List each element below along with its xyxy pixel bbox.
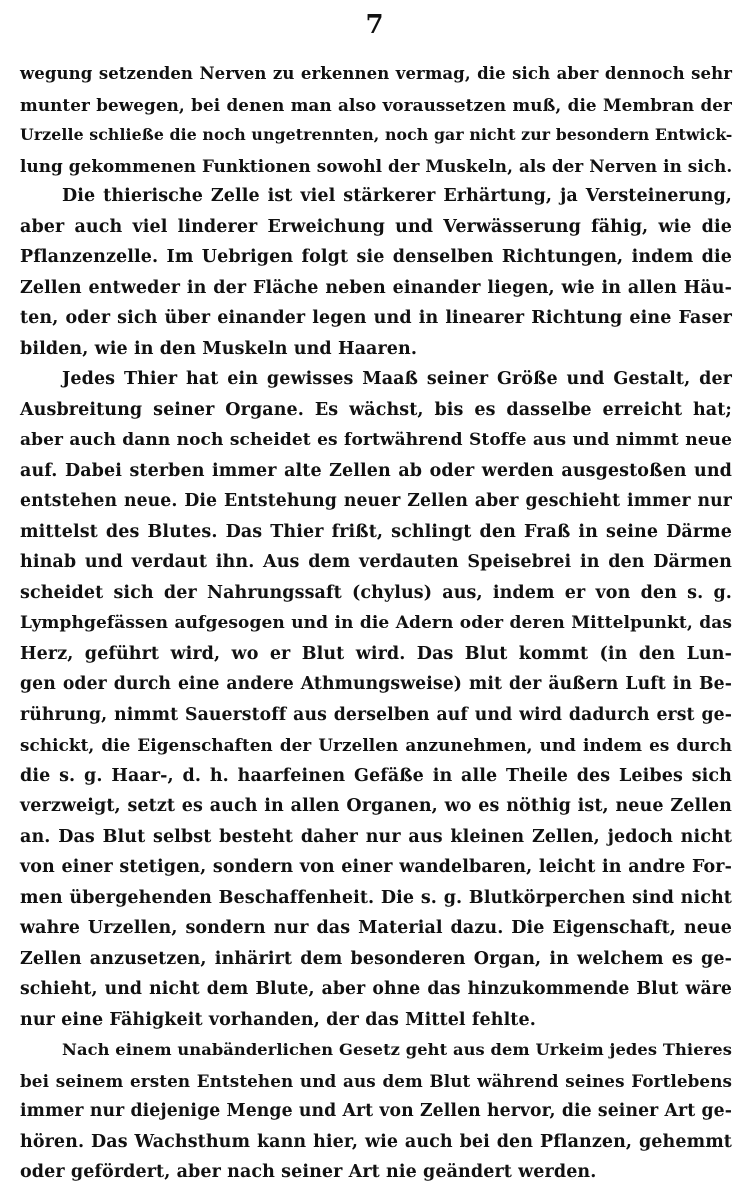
text-line: Herz, geführt wird, wo er Blut wird. Das Blut kommt (in den Lun- [20,643,732,664]
text-line: bei seinem ersten Entstehen und aus dem Blut während seines Fortlebens [20,1070,732,1091]
text-line: schickt, die Eigenschaften der Urzellen anzunehmen, und indem es durch [20,735,732,755]
text-line: bilden, wie in den Muskeln und Haaren. [20,338,418,359]
text-line: auf. Dabei sterben immer alte Zellen ab oder werden ausgestoßen und [20,460,732,481]
text-line: nur eine Fähigkeit vorhanden, der das Mittel fehlte. [20,1009,536,1030]
text-line: Zellen entweder in der Fläche neben einander liegen, wie in allen Häu- [20,277,732,298]
text-line: immer nur diejenige Menge und Art von Zellen hervor, die seiner Art ge- [20,1101,732,1121]
text-line: schieht, und nicht dem Blute, aber ohne das hinzukommende Blut wäre [20,979,732,999]
text-line: Jedes Thier hat ein gewisses Maaß seiner Größe und Gestalt, der [62,369,732,389]
text-line: hören. Das Wachsthum kann hier, wie auch bei den Pflanzen, gehemmt [20,1131,732,1152]
text-line: men übergehenden Beschaffenheit. Die s. g. Blutkörperchen sind nicht [20,887,732,908]
text-line: Die thierische Zelle ist viel stärkerer Erhärtung, ja Versteinerung, [62,186,732,206]
text-line: ten, oder sich über einander legen und in linearer Richtung eine Faser [20,308,732,328]
text-line: lung gekommenen Funktionen sowohl der Muskeln, als der Nerven in sich. [20,155,733,176]
text-line: verzweigt, setzt es auch in allen Organen, wo es nöthig ist, neue Zellen [20,796,732,816]
text-line: Zellen anzusetzen, inhärirt dem besonderen Organ, in welchem es ge- [20,948,732,969]
text-line: von einer stetigen, sondern von einer wandelbaren, leicht in andre For- [20,857,732,877]
text-line: an. Das Blut selbst besteht daher nur aus kleinen Zellen, jedoch nicht [20,826,732,847]
text-line: die s. g. Haar-, d. h. haarfeinen Gefäße in alle Theile des Leibes sich [20,765,732,786]
text-line: scheidet sich der Nahrungssaft (chylus) aus, indem er von den s. g. [20,582,732,603]
text-line: munter bewegen, bei denen man also voraussetzen muß, die Membran der [20,94,732,115]
text-line: aber auch viel linderer Erweichung und Verwässerung fähig, wie die [20,216,732,237]
text-line: Urzelle schließe die noch ungetrennten, noch gar nicht zur besondern Entwick- [20,125,733,144]
text-line: aber auch dann noch scheidet es fortwährend Stoffe aus und nimmt neue [20,430,732,450]
text-line: Pflanzenzelle. Im Uebrigen folgt sie denselben Richtungen, indem die [20,247,732,267]
text-line: entstehen neue. Die Entstehung neuer Zellen aber geschieht immer nur [20,491,732,511]
text-line: oder gefördert, aber nach seiner Art nie geändert werden. [20,1162,597,1182]
body-text [20,59,732,1188]
text-line: wegung setzenden Nerven zu erkennen vermag, die sich aber dennoch sehr [20,64,732,83]
text-line: Lymphgefässen aufgesogen und in die Adern oder deren Mittelpunkt, das [20,613,732,633]
text-line: rührung, nimmt Sauerstoff aus derselben auf und wird dadurch erst ge- [20,704,732,725]
text-line: mittelst des Blutes. Das Thier frißt, schlingt den Fraß in seine Därme [20,521,732,542]
text-line: Ausbreitung seiner Organe. Es wächst, bis es dasselbe erreicht hat; [20,399,732,420]
text-line: gen oder durch eine andere Athmungsweise) mit der äußern Luft in Be- [20,674,732,694]
text-line: hinab und verdaut ihn. Aus dem verdauten Speisebrei in den Därmen [20,552,732,572]
page-number: 7 [365,10,384,40]
text-line: wahre Urzellen, sondern nur das Material dazu. Die Eigenschaft, neue [20,918,732,938]
text-line: Nach einem unabänderlichen Gesetz geht aus dem Urkeim jedes Thieres [62,1040,732,1059]
